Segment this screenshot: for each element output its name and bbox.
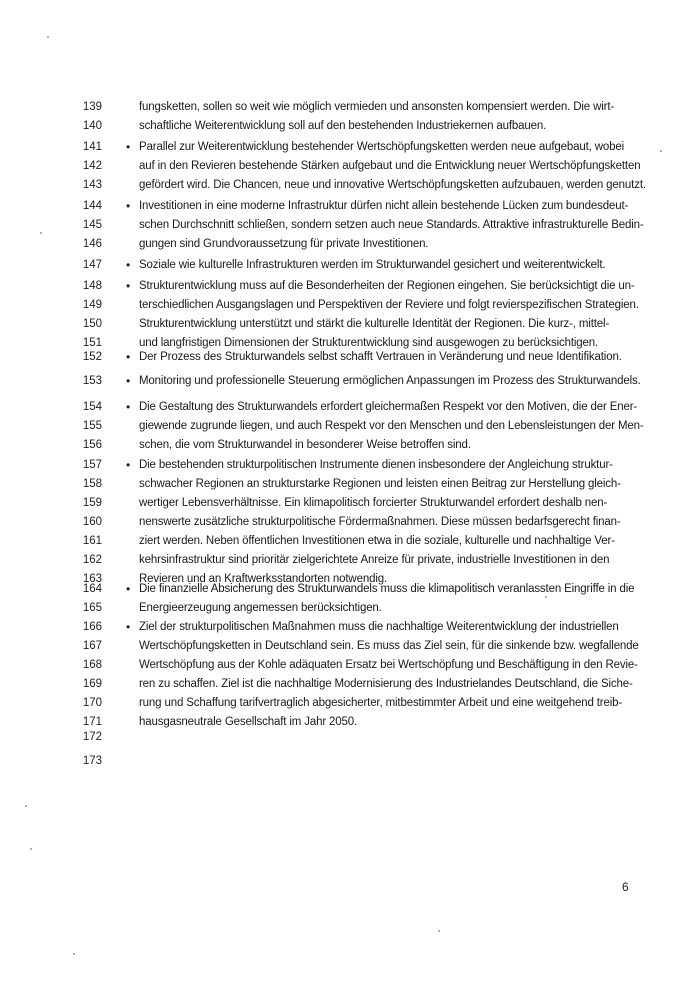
text-line [0, 551, 700, 570]
line-text: terschiedlichen Ausgangslagen und Perspektiven der Reviere und folgt revierspezifischen Strategien. [139, 299, 639, 311]
line-number: 166 [82, 621, 102, 633]
text-line [0, 216, 700, 235]
bullet-icon: • [126, 374, 131, 388]
line-text: Revieren und an Kraftwerksstandorten notwendig. [139, 573, 388, 585]
text-line [0, 315, 700, 334]
line-text: Die finanzielle Absicherung des Strukturwandels muss die klimapolitisch veranlassten Eingriffe in die [139, 583, 635, 595]
bullet-item [0, 197, 700, 254]
text-line [0, 398, 700, 417]
line-number: 143 [82, 179, 102, 191]
text-line [0, 117, 700, 136]
bullet-icon: • [126, 350, 131, 364]
scan-speck [438, 930, 440, 932]
bullet-icon: • [126, 279, 131, 293]
line-number: 171 [82, 716, 102, 728]
line-number: 164 [82, 583, 102, 595]
text-line [0, 436, 700, 455]
bullet-icon: • [126, 620, 131, 634]
line-text: schen, die vom Strukturwandel in besonderer Weise betroffen sind. [139, 439, 471, 451]
bullet-icon: • [126, 199, 131, 213]
line-number: 147 [82, 259, 102, 271]
text-line [0, 532, 700, 551]
line-text: und langfristigen Dimensionen der Strukturentwicklung sind ausgewogen zu berücksichtigen. [139, 337, 599, 349]
line-text: Wertschöpfungsketten in Deutschland sein. Es muss das Ziel sein, für die sinkende bzw. wegfallende [139, 640, 639, 652]
line-number: 156 [82, 439, 102, 451]
line-number: 151 [82, 337, 102, 349]
line-text: rung und Schaffung tarifvertraglich abgesicherter, mitbestimmter Arbeit und eine weitgehend treib- [139, 697, 623, 709]
text-line [0, 256, 700, 275]
line-text: Der Prozess des Strukturwandels selbst schafft Vertrauen in Veränderung und neue Identifikation. [139, 351, 622, 363]
bullet-item [0, 277, 700, 353]
bullet-item [0, 138, 700, 195]
line-text: Monitoring und professionelle Steuerung ermöglichen Anpassungen im Prozess des Strukturwandels. [139, 375, 641, 387]
line-number: 163 [82, 573, 102, 585]
line-text: gefördert wird. Die Chancen, neue und innovative Wertschöpfungsketten aufzubauen, werden genutzt. [139, 179, 646, 191]
bullet-icon: • [126, 400, 131, 414]
line-text: gungen sind Grundvoraussetzung für private Investitionen. [139, 238, 429, 250]
line-text: Strukturentwicklung muss auf die Besonderheiten der Regionen eingehen. Sie berücksichtigt die un- [139, 280, 635, 292]
text-line [0, 494, 700, 513]
line-text: Investitionen in eine moderne Infrastruktur dürfen nicht allein bestehende Lücken zum bundesdeut- [139, 200, 629, 212]
line-number: 172 [82, 731, 102, 743]
text-line [0, 157, 700, 176]
scan-speck [25, 805, 27, 807]
line-text: auf in den Revieren bestehende Stärken aufgebaut und die Entwicklung neuer Wertschöpfungsketten [139, 160, 641, 172]
text-line [0, 728, 700, 747]
scan-speck [47, 36, 49, 38]
line-text: Wertschöpfung aus der Kohle adäquaten Ersatz bei Wertschöpfung und Beschäftigung in den Revie- [139, 659, 638, 671]
text-line [0, 475, 700, 494]
line-number: 170 [82, 697, 102, 709]
text-line [0, 675, 700, 694]
bullet-item [0, 256, 700, 275]
scan-speck [73, 953, 75, 955]
line-text: giewende zugrunde liegen, und auch Respekt vor den Menschen und den Lebensleistungen der Men- [139, 420, 644, 432]
line-number: 150 [82, 318, 102, 330]
bullet-item [0, 372, 700, 391]
line-number: 140 [82, 120, 102, 132]
text-line [0, 138, 700, 157]
line-number: 154 [82, 401, 102, 413]
line-text: fungsketten, sollen so weit wie möglich vermieden und ansonsten kompensiert werden. Die wirt- [139, 101, 615, 113]
line-number: 167 [82, 640, 102, 652]
line-text: Energieerzeugung angemessen berücksichtigen. [139, 602, 382, 614]
scan-speck [40, 232, 42, 234]
text-line [0, 296, 700, 315]
line-text: kehrsinfrastruktur sind prioritär zielgerichtete Anreize für private, industrielle Investitionen in den [139, 554, 610, 566]
line-number: 149 [82, 299, 102, 311]
line-text: Ziel der strukturpolitischen Maßnahmen muss die nachhaltige Weiterentwicklung der industriellen [139, 621, 619, 633]
scan-speck [660, 150, 662, 152]
line-text: Parallel zur Weiterentwicklung bestehender Wertschöpfungsketten werden neue aufgebaut, wobei [139, 141, 625, 153]
bullet-item [0, 580, 700, 618]
line-number: 160 [82, 516, 102, 528]
line-number: 142 [82, 160, 102, 172]
paragraph-block [0, 98, 700, 136]
text-line [0, 456, 700, 475]
text-line [0, 98, 700, 117]
line-number: 153 [82, 375, 102, 387]
page-number: 6 [622, 880, 629, 894]
text-line [0, 277, 700, 296]
bullet-item [0, 618, 700, 732]
text-line [0, 372, 700, 391]
line-number: 169 [82, 678, 102, 690]
line-number: 146 [82, 238, 102, 250]
line-text: hausgasneutrale Gesellschaft im Jahr 2050. [139, 716, 358, 728]
line-number: 157 [82, 459, 102, 471]
line-number: 165 [82, 602, 102, 614]
paragraph-block [0, 752, 700, 771]
line-text: schen Durchschnitt schließen, sondern setzen auch neue Standards. Attraktive infrastrukturelle Bedin- [139, 219, 644, 231]
line-text: schaftliche Weiterentwicklung soll auf den bestehenden Industriekernen aufbauen. [139, 120, 547, 132]
text-line [0, 752, 700, 771]
bullet-icon: • [126, 458, 131, 472]
line-number: 158 [82, 478, 102, 490]
line-number: 145 [82, 219, 102, 231]
text-line [0, 235, 700, 254]
line-text: Die Gestaltung des Strukturwandels erfordert gleichermaßen Respekt vor den Motiven, die der Ener- [139, 401, 638, 413]
scan-speck [30, 848, 32, 850]
text-line [0, 513, 700, 532]
text-line [0, 176, 700, 195]
line-number: 144 [82, 200, 102, 212]
text-line [0, 197, 700, 216]
line-text: nenswerte zusätzliche strukturpolitische Fördermaßnahmen. Diese müssen bedarfsgerecht finan- [139, 516, 621, 528]
line-number: 155 [82, 420, 102, 432]
bullet-icon: • [126, 582, 131, 596]
text-line [0, 599, 700, 618]
text-line [0, 656, 700, 675]
text-line [0, 580, 700, 599]
text-line [0, 417, 700, 436]
text-line [0, 348, 700, 367]
bullet-item [0, 398, 700, 455]
paragraph-block [0, 728, 700, 747]
line-number: 139 [82, 101, 102, 113]
line-number: 141 [82, 141, 102, 153]
line-text: ren zu schaffen. Ziel ist die nachhaltige Modernisierung des Industrielandes Deutschland, die Siche- [139, 678, 633, 690]
text-line [0, 618, 700, 637]
line-text: Die bestehenden strukturpolitischen Instrumente dienen insbesondere der Angleichung struktur- [139, 459, 613, 471]
bullet-icon: • [126, 258, 131, 272]
bullet-item [0, 456, 700, 589]
line-number: 161 [82, 535, 102, 547]
text-line [0, 637, 700, 656]
line-text: Strukturentwicklung unterstützt und stärkt die kulturelle Identität der Regionen. Die kurz-, mittel- [139, 318, 610, 330]
line-number: 168 [82, 659, 102, 671]
line-number: 148 [82, 280, 102, 292]
bullet-item [0, 348, 700, 367]
line-number: 152 [82, 351, 102, 363]
line-number: 173 [82, 755, 102, 767]
line-text: ziert werden. Neben öffentlichen Investitionen etwa in die soziale, kulturelle und nachhaltige Ver- [139, 535, 615, 547]
line-number: 162 [82, 554, 102, 566]
line-text: schwacher Regionen an strukturstarke Regionen und leisten einen Beitrag zur Herstellung gleich- [139, 478, 621, 490]
line-number: 159 [82, 497, 102, 509]
bullet-icon: • [126, 140, 131, 154]
text-line [0, 694, 700, 713]
line-text: Soziale wie kulturelle Infrastrukturen werden im Strukturwandel gesichert und weiterentwickelt. [139, 259, 606, 271]
line-text: wertiger Lebensverhältnisse. Ein klimapolitisch forcierter Strukturwandel erfordert deshalb nen- [139, 497, 608, 509]
scan-speck [545, 596, 547, 598]
